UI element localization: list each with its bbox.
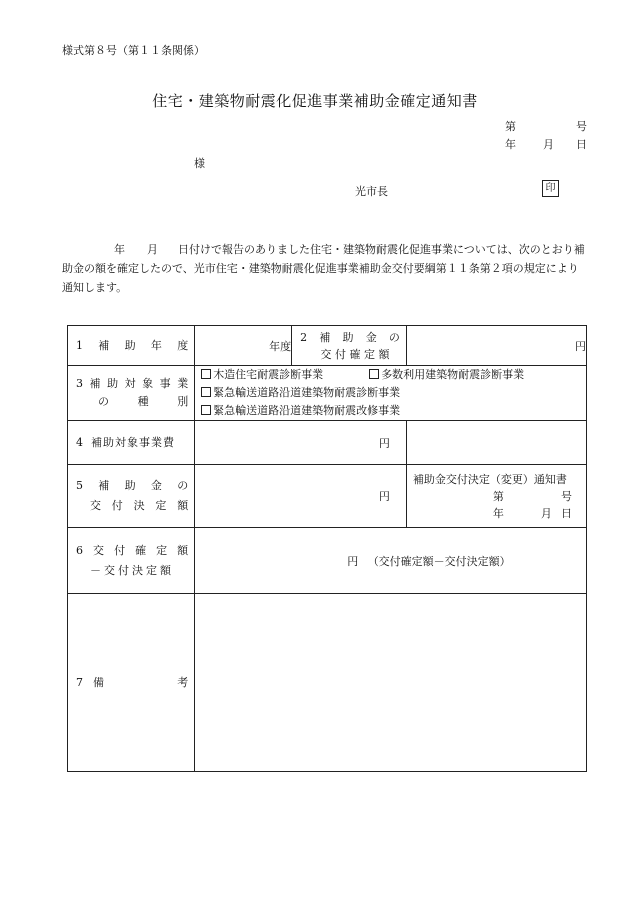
option-wooden-house[interactable]: 木造住宅耐震診断事業 [201, 366, 369, 384]
row-number: 2 [300, 330, 308, 344]
option-road-diagnosis[interactable]: 緊急輸送道路沿道建築物耐震診断事業 [195, 384, 586, 402]
label-char: 年 [150, 338, 162, 352]
checkbox-icon[interactable] [201, 369, 211, 379]
label-char: 決 [133, 499, 145, 512]
table-row-remarks [68, 594, 587, 772]
label-char: 交 [93, 543, 105, 557]
project-type-options [195, 366, 587, 421]
label-confirmed-amount [292, 326, 407, 366]
label-char: 定 [155, 499, 167, 512]
notice-day: 日 [561, 506, 572, 520]
date-month: 月 [543, 138, 554, 151]
recipient-suffix: 様 [194, 157, 205, 170]
row-number: 6 [76, 543, 83, 557]
notice-body [62, 240, 588, 297]
label-project-type [68, 366, 195, 421]
checkbox-icon[interactable] [201, 387, 211, 397]
label-char: 補 [98, 338, 110, 352]
label-char: 象 [142, 377, 154, 390]
notice-no-suffix: 号 [561, 489, 572, 503]
value-decision-amount[interactable] [195, 465, 407, 528]
date-year: 年 [505, 138, 516, 151]
label-char: 付 [111, 499, 123, 512]
doc-no-suffix: 号 [576, 120, 587, 133]
label-char: 金 [150, 479, 162, 492]
value-confirmed-amount[interactable] [406, 326, 586, 366]
value-project-cost[interactable] [195, 421, 407, 465]
label-remarks [68, 594, 195, 772]
notice-year: 年 [492, 506, 504, 520]
label-char: 別 [177, 395, 189, 408]
label-text: 補助対象事業費 [91, 435, 175, 449]
label-fiscal-year [68, 326, 195, 366]
label-char: 事 [159, 377, 171, 390]
label-char: の [177, 479, 189, 492]
fiscal-year-unit: 年度 [269, 339, 292, 353]
option-multi-use-building[interactable]: 多数利用建築物耐震診断事業 [369, 366, 524, 384]
label-char: 定 [156, 543, 168, 557]
label-char: 度 [177, 338, 189, 352]
label-char: 補 [89, 377, 101, 390]
label-char: 確 [135, 543, 147, 557]
body-text: 日付けで報告のありました住宅・建築物耐震化促進事業については、次のとおり補助金の額を確定したので、光市住宅・建築物耐震化促進事業補助金交付要綱第１１条第２項の規定により通知します。 [62, 243, 585, 294]
label-char: 備 [93, 675, 104, 689]
row-number: 5 [76, 479, 83, 492]
row-number: 4 [76, 435, 83, 449]
value-remarks[interactable] [195, 594, 587, 772]
checkbox-icon[interactable] [201, 405, 211, 415]
notice-no-prefix: 第 [492, 489, 504, 503]
body-year-unit: 年 [114, 243, 125, 256]
date-day: 日 [576, 138, 587, 151]
empty-cell [406, 421, 586, 465]
label-char: 種 [137, 395, 149, 408]
form-number: 様式第８号（第１１条関係） [62, 44, 205, 57]
label-char: 助 [124, 479, 136, 492]
confirmed-amount-unit: 円 [575, 339, 586, 353]
label-char: 助 [342, 330, 354, 344]
label-char: 交 [90, 499, 101, 512]
row-number: 1 [76, 338, 83, 352]
label-line: －交付決定額 [90, 563, 174, 577]
label-char: 付 [114, 543, 126, 557]
label-char: 考 [177, 675, 189, 689]
label-decision-amount [68, 465, 195, 528]
difference-unit: 円 [347, 554, 359, 568]
value-fiscal-year[interactable] [195, 326, 292, 366]
label-line: 交 付 確 定 額 [320, 347, 390, 361]
body-month-unit: 月 [147, 243, 158, 256]
row-number: 3 [76, 377, 83, 390]
document-title: 住宅・建築物耐震化促進事業補助金確定通知書 [152, 92, 478, 110]
table-row-difference [68, 528, 587, 594]
label-char: 助 [124, 338, 136, 352]
decision-notice-reference [406, 465, 586, 528]
checkbox-icon[interactable] [369, 369, 379, 379]
table-row-fiscal-year [68, 326, 587, 366]
label-char: 額 [177, 499, 189, 512]
value-difference[interactable] [195, 528, 587, 594]
doc-no-prefix: 第 [505, 120, 516, 133]
table-row-project-type [68, 366, 587, 421]
project-cost-unit: 円 [378, 436, 390, 450]
label-char: の [388, 330, 400, 344]
label-char: 助 [107, 377, 119, 390]
issuer-name: 光市長 [355, 185, 388, 198]
notice-month: 月 [540, 506, 552, 520]
label-project-cost [68, 421, 195, 465]
table-row-project-cost [68, 421, 587, 465]
label-char: 補 [319, 330, 331, 344]
label-char: 業 [177, 377, 189, 390]
label-difference [68, 528, 195, 594]
row-number: 7 [76, 675, 83, 689]
notice-title: 補助金交付決定（変更）通知書 [412, 472, 567, 486]
label-char: 補 [98, 479, 110, 492]
subsidy-table [67, 325, 587, 772]
label-char: 金 [365, 330, 377, 344]
seal-mark: 印 [542, 180, 559, 197]
label-char: 額 [177, 543, 189, 557]
decision-amount-unit: 円 [378, 490, 390, 503]
label-char: の [98, 395, 109, 408]
option-road-retrofit[interactable]: 緊急輸送道路沿道建築物耐震改修事業 [195, 402, 586, 420]
difference-formula: （交付確定額－交付決定額） [367, 554, 511, 568]
label-char: 対 [124, 377, 136, 390]
table-row-decision-amount [68, 465, 587, 528]
